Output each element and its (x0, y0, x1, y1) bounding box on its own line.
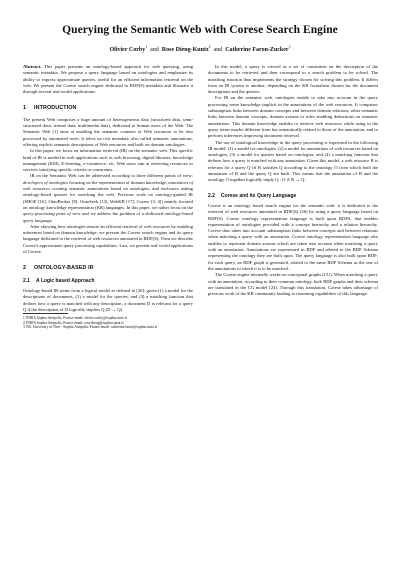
paragraph: Corese is an ontology based search engine for the semantic web: it is dedicated to the retrieval of web resources annotated in RDF(S) [26] by using a query language based on RDF(S). Corese ontology representation language is built upon RDFS, that enables representation of ontologies provided with a concept hierarchy and a relation hierarchy. Corese thus takes into account subsumption links between concepts and between relations when matching a query with an annotation. Corese ontology representation language also enables to represent domain axioms which are taken into account when matching a query with an annotation. Annotations are represented in RDF and related to the RDF Schema representing the ontology they are built upon. The query language is also built upon RDF; for each query, an RDF graph is generated, related to the same RDF Schema as the one of the annotations to which it is to be matched. (208, 202, 378, 271)
author-name: Rose Dieng-Kuntz (161, 47, 209, 53)
abstract-label: Abstract. (23, 64, 42, 69)
section-heading-ontology-ir (23, 265, 193, 271)
section-heading-introduction (23, 105, 193, 111)
author-affiliation-mark: 2 (208, 45, 211, 49)
footnote: 2 INRIA Sophia Antipolis, France email: rose.dieng@sophia.inria.fr (23, 320, 124, 325)
abstract-text: This paper presents an ontology-based approach for web querying, using semantic metadata. We propose a query language based on ontologies and emphasize its ability to express approximate queries, useful for an efficient information retrieval on the web. We present the Corese search engine dedicated to RDF(S) metadata and illustrate it through several real-world applications. (23, 64, 193, 95)
paragraph: The use of ontological knowledge in the query processing is expressed in the following IR model: (1) a model for ontologies, (2) a model for annotations of web resources based on ontologies, (3) a model for queries based on ontologies, and (4) a matching function that defines how a query is matched with any annotation. Given this model, a web resource R is relevant for a query Q iff R satisfies Q according to the ontology O from which both the annotation of R and the query Q are built. This means that the annotation of R and the ontology O together logically imply Q : O ∧ R → Q. (208, 139, 378, 183)
paragraph: In this model, a query is viewed as a set of constraints on the description of the documents to be retrieved and then correspond to a search problem to be solved. The matching function thus implements the strategy chosen for solving this problem. It differs from an IR system to another, depending on the KR formalism chosen for the document descriptions and the queries. (208, 64, 378, 95)
section-title: ONTOLOGY-BASED IR (34, 265, 94, 272)
paragraph: The present Web comprises a huge amount of heterogeneous data (structured data, semi-structured data, textual data, multimedia data), dedicated to human users of the Web. The Semantic Web [1] aims at enabling the semantic contents of Web resources to be also processed by automated tools. It relies on rich metadata, also called semantic annotations, offering explicit semantic descriptions of Web resources and built on domain ontologies. (23, 116, 193, 147)
subsection-heading-corese (208, 193, 378, 199)
section-title: INTRODUCTION (34, 105, 77, 112)
paragraph: After showing how ontologies ensure an efficient retrieval of web resources by enabling inferences based on domain knowledge, we present the Corese search engine and its query language dedicated to the retrieval of web resources annotated in RDF(S). Then we describe Corese's approximate query processing capabilities. Last, we present real-world applications of Corese. (23, 223, 193, 255)
paragraph: The Corese engine internally works on conceptual graphs (CG). When matching a query with an annotation, according to their common ontology, both RDF graphs and their schema are translated in the CG model [24]. Through this translation, Corese takes advantage of previous work of the KR community leading to reasoning capabilities of this language. (208, 272, 378, 297)
paragraph: IR on the Semantic Web can be addressed according to three different points of view: developers of ontologies focusing on the representation of domain knowledge, annotators of web resources creating semantic annotations based on ontologies, and end-users asking ontology-based queries for searching the web. Previous work on ontology-guided IR (SHOE [16], OntoBroker [8], OntoSeek [13], WebKB [17], Corese [3, 4]) mainly focused on ontology knowledge representation (KR) languages. In this paper, we rather focus on the query processing point of view and we address the problem of a dedicated ontology-based query language. (23, 173, 193, 223)
abstract (23, 64, 193, 95)
author-name: Catherine Faron-Zucker (225, 47, 289, 53)
subsection-number: 2.2 (208, 192, 215, 199)
footnotes (23, 316, 193, 330)
author-name: Olivier Corby (109, 47, 146, 53)
paragraph: In this paper, we focus on information retrieval (IR) on the semantic web. This specific kind of IR is needed in web applications such as web browsing, digital libraries, knowledge management (KM), E-learning, e-commerce, etc. Web users aim at retrieving resources or services satisfying specific criteria or constraints. (23, 148, 193, 173)
subsection-title: A Logic based Approach (36, 277, 95, 284)
paragraph: Ontology-based IR stems from a logical model as defined in [20]: given (1) a model for the descriptions of documents, (2) a model for the queries, and (3) a matching function that defines how a query is matched with any description, a document D is relevant for a query Q if the description of D logically implies Q (D → Q). (23, 287, 193, 312)
paper-title: Querying the Semantic Web with Corese Search Engine (62, 24, 338, 36)
section-number: 1 (23, 105, 27, 112)
right-column (208, 64, 378, 297)
left-column (23, 64, 193, 330)
author-separator: and (213, 47, 223, 53)
paragraph: For IR on the semantic web, ontologies enable to take into account in the query processing some knowledge implicit in the annotations of the web resources. It comprises subsumption links between domain concepts and between domain relations, other semantic links between domain concepts, domain axioms or rules enabling deductions on semantic annotations. This domain knowledge enables to retrieve web resources while using in the query terms maybe different from but semantically related to those of the annotation, and to perform inferences improving document retrieval. (208, 95, 378, 139)
subsection-title: Corese and its Query Language (221, 192, 297, 199)
author-affiliation-mark: 3 (288, 45, 291, 49)
section-number: 2 (23, 265, 27, 272)
subsection-number: 2.1 (23, 277, 30, 284)
author-separator: and (150, 47, 159, 53)
footnote: 1 INRIA Sophia Antipolis, France email: olivier.corby@sophia.inria.fr (23, 315, 128, 320)
author-affiliation-mark: 1 (145, 45, 148, 49)
author-list (0, 45, 400, 53)
footnote: 3 I3S, University of Nice - Sophia Antipolis, France email: catherine.faron@sophia.inria.fr (23, 325, 158, 330)
subsection-heading-logic (23, 278, 193, 284)
